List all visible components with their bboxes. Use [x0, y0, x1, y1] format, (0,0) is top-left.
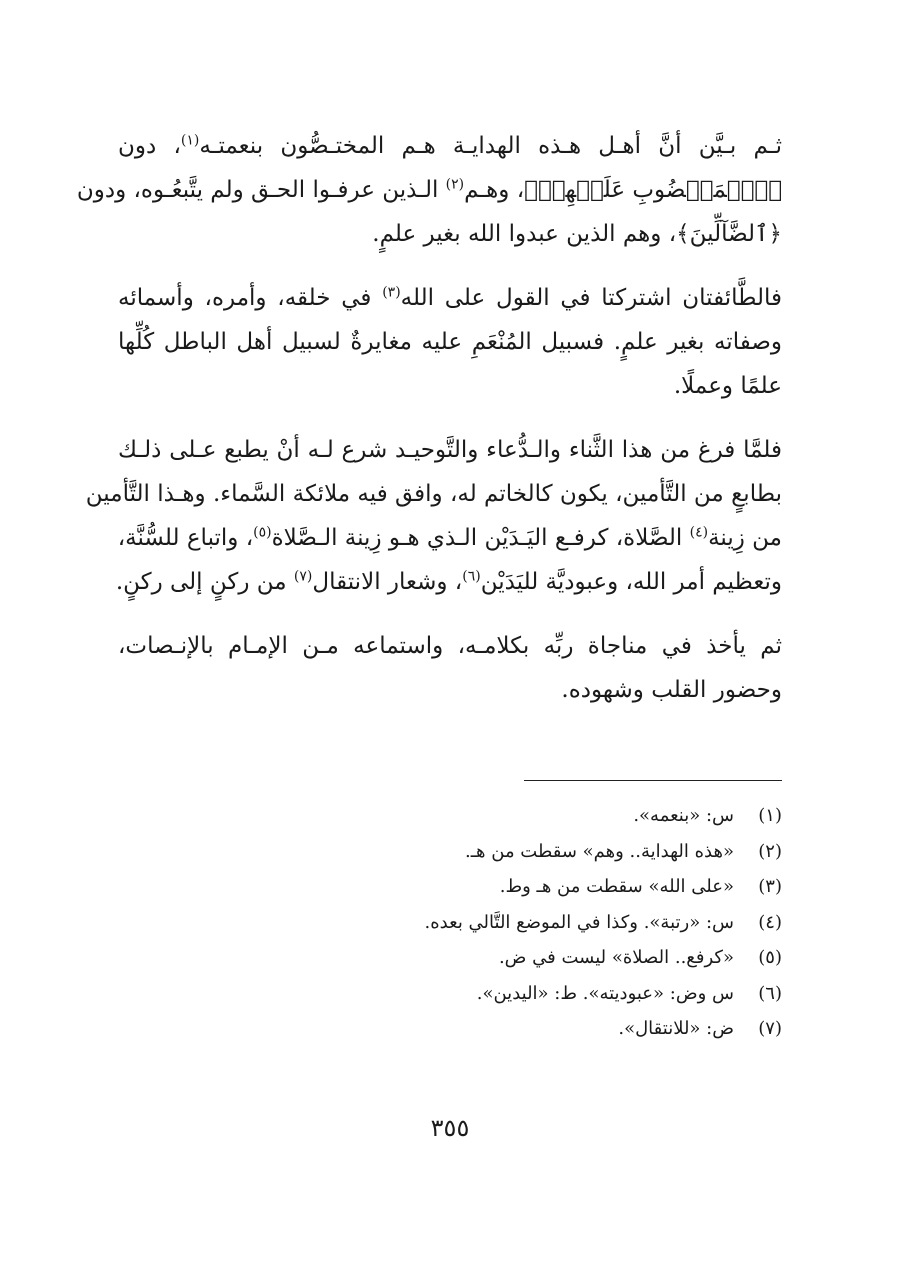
footnote-text: «على الله» سقطت من هـ وط. — [499, 876, 734, 897]
text-line — [118, 364, 782, 408]
footnote-ref[interactable]: (٥) — [253, 524, 272, 541]
text-segment: فلمَّا فرغ من هذا الثَّناء والـدُّعاء والتَّوحيـد شرع لـه أنْ يطبع عـلى ذلـك — [118, 437, 782, 463]
text-line — [76, 168, 782, 212]
text-segment: ، واتباع للسُّنَّة، — [117, 525, 254, 551]
footnote-number: (٦) — [758, 982, 782, 1004]
text-segment: ﴿ٱلۡمَغۡضُوبِ عَلَيۡهِمۡ﴾، وهـم — [464, 177, 782, 203]
footnote — [118, 1011, 782, 1047]
text-segment: بطابعٍ من التَّأمين، يكون كالخاتم له، وافق فيه ملائكة السَّماء. وهـذا التَّأمين — [85, 481, 782, 507]
footnote-number: (٤) — [758, 911, 782, 933]
text-segment: الصَّلاة، كرفـع اليَـدَيْن الـذي هـو زِينة الـصَّلاة — [271, 525, 690, 551]
footnote-number: (٥) — [758, 947, 782, 968]
footnote-ref[interactable]: (٦) — [462, 568, 481, 585]
text-segment: وصفاته بغير علمٍ. فسبيل المُنْعَمِ عليه مغايرةٌ لسبيل أهل الباطل كُلِّها — [118, 329, 782, 355]
main-text — [76, 124, 783, 732]
footnote-ref[interactable]: (٧) — [293, 568, 313, 585]
text-line — [118, 516, 782, 560]
text-segment: ، دون — [118, 133, 181, 159]
text-line — [115, 560, 782, 604]
footnote-number: (١) — [758, 805, 782, 826]
footnote — [118, 834, 782, 870]
text-line — [118, 668, 782, 712]
text-line — [118, 212, 782, 256]
footnote-number: (٢) — [758, 840, 782, 862]
footnote-text: «هذه الهداية.. وهم» سقطت من هـ. — [465, 840, 734, 862]
text-line — [118, 428, 782, 472]
text-line — [118, 320, 782, 364]
footnote — [118, 976, 782, 1012]
footnote-text: «كرفع.. الصلاة» ليست في ض. — [498, 947, 734, 968]
footnote-text: س وض: «عبوديته». ط: «اليدين». — [476, 982, 734, 1004]
text-segment: وتعظيم أمر الله، وعبوديَّة لليَدَيْن — [480, 569, 782, 595]
page-number: ٣٥٥ — [430, 1114, 470, 1142]
footnote — [118, 798, 782, 834]
paragraph — [85, 428, 782, 604]
paragraph — [118, 624, 782, 712]
footnote-ref[interactable]: (٣) — [382, 284, 401, 301]
text-segment: ثم يأخذ في مناجاة ربِّه بكلامـه، واستماعه مـن الإمـام بالإنـصات، — [118, 633, 782, 659]
footnote-divider — [524, 780, 782, 781]
footnote — [118, 940, 782, 976]
text-segment: ﴿ٱلضَّآلِّينَ﴾، وهم الذين عبدوا الله بغير علمٍ. — [372, 221, 782, 247]
text-segment: علمًا وعملًا. — [673, 373, 782, 399]
text-segment: من زِينة — [708, 525, 782, 551]
footnote-ref[interactable]: (١) — [180, 132, 200, 149]
text-segment: ، وشعار الانتقال — [312, 569, 463, 595]
paragraph — [118, 276, 782, 408]
footnote-ref[interactable]: (٤) — [689, 524, 709, 541]
text-line — [118, 124, 782, 168]
footnotes-list — [118, 798, 782, 1047]
footnote-text: ض: «للانتقال». — [618, 1018, 734, 1039]
footnote-text: س: «بنعمه». — [633, 805, 734, 826]
footnote — [118, 869, 782, 905]
text-segment: من ركنٍ إلى ركنٍ. — [115, 569, 294, 595]
footnote-ref[interactable]: (٢) — [445, 176, 465, 193]
text-segment: ثـم بـيَّن أنَّ أهـل هـذه الهدايـة هـم المختـصُّون بنعمتـه — [199, 133, 782, 159]
text-segment: في خلقه، وأمره، وأسمائه — [118, 285, 383, 311]
text-segment: وحضور القلب وشهوده. — [561, 677, 782, 703]
text-line — [118, 276, 782, 320]
text-segment: فالطَّائفتان اشتركتا في القول على الله — [400, 285, 783, 311]
paragraph — [76, 124, 782, 256]
footnote-number: (٧) — [758, 1018, 782, 1039]
footnote-number: (٣) — [758, 876, 782, 897]
text-line — [85, 472, 782, 516]
footnote-text: س: «رتبة». وكذا في الموضع التَّالي بعده. — [424, 911, 734, 933]
text-line — [118, 624, 782, 668]
text-segment: الـذين عرفـوا الحـق ولم يتَّبعُـوه، ودون — [76, 177, 446, 203]
footnote — [118, 905, 782, 941]
